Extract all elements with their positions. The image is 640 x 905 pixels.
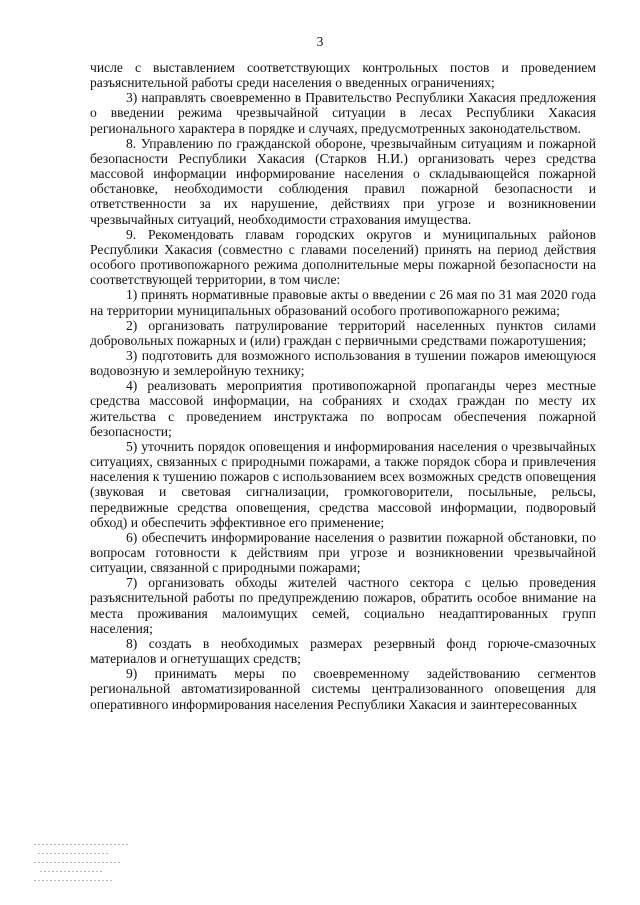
paragraph-item-1: 1) принять нормативные правовые акты о введении с 26 мая по 31 мая 2020 года на территории муниципальных образований особого противопожарного режима; xyxy=(90,287,596,318)
page-number: 3 xyxy=(316,34,324,49)
paragraph-section-9: 9. Рекомендовать главам городских округов и муниципальных районов Республики Хакасия (совместно с главами поселений) принять на период действия особого противопожарного режима дополнительные меры пожарной безопасности на соответствующей территории, в том числе: xyxy=(90,226,596,288)
paragraph-item-9: 9) принимать меры по своевременному задействованию сегментов региональной автоматизированной системы централизованного оповещения для оперативного информирования населения Республики Хакасия и заинтересованных xyxy=(90,666,596,712)
paragraph-section-8: 8. Управлению по гражданской обороне, чрезвычайным ситуациям и пожарной безопасности Республики Хакасия (Старков Н.И.) организовать через средства массовой информации информирование населения о складывающейся пожарной обстановке, необходимости соблюдения правил пожарной безопасности и ответственности за их нарушение, действиях при угрозе и возникновении чрезвычайных ситуаций, необходимости страхования имущества. xyxy=(90,135,596,227)
faint-registration-stamp xyxy=(34,842,144,890)
paragraph-item-7: 7) организовать обходы жителей частного сектора с целью проведения разъяснительной работы по предупреждению пожаров, обратить особое внимание на места проживания малоимущих семей, социально неадаптированных групп населения; xyxy=(90,575,596,636)
paragraph-item-2: 2) организовать патрулирование территорий населенных пунктов силами добровольных пожарных и (или) граждан с первичными средствами пожаротушения; xyxy=(90,317,596,348)
paragraph-item-3: 3) подготовить для возможного использования в тушении пожаров имеющуюся водовозную и землеройную технику; xyxy=(90,347,596,379)
paragraph-item-3-government-proposal: 3) направлять своевременно в Правительство Республики Хакасия предложения о введении режима чрезвычайной ситуации в лесах Республики Хакасия регионального характера в порядке и случаях, предусмотренных законодательством. xyxy=(90,90,596,136)
paragraph-item-8: 8) создать в необходимых размерах резервный фонд горюче-смазочных материалов и огнетушащих средств; xyxy=(90,635,596,667)
paragraph-continuation: числе с выставлением соответствующих контрольных постов и проведением разъяснительной работы среди населения о введенных ограничениях; xyxy=(90,60,596,91)
document-body xyxy=(90,60,596,712)
paragraph-item-4: 4) реализовать мероприятия противопожарной пропаганды через местные средства массовой информации, на собраниях и сходах граждан по месту их жительства с проведением инструктажа по вопросам обеспечения пожарной безопасности; xyxy=(90,378,596,439)
paragraph-item-5: 5) уточнить порядок оповещения и информирования населения о чрезвычайных ситуациях, связанных с природными пожарами, а также порядок сбора и привлечения населения к тушению пожаров с использованием всех возможных средств оповещения (звуковая и световая сигнализации, громкоговорители, посыльные, рельсы, передвижные средства оповещения, средства массовой информации, подворовый обход) и обеспечить эффективное его применение; xyxy=(90,438,596,530)
paragraph-item-6: 6) обеспечить информирование населения о развитии пожарной обстановки, по вопросам готовности к действиям при угрозе и возникновении чрезвычайной ситуации, связанной с природными пожарами; xyxy=(90,529,596,576)
